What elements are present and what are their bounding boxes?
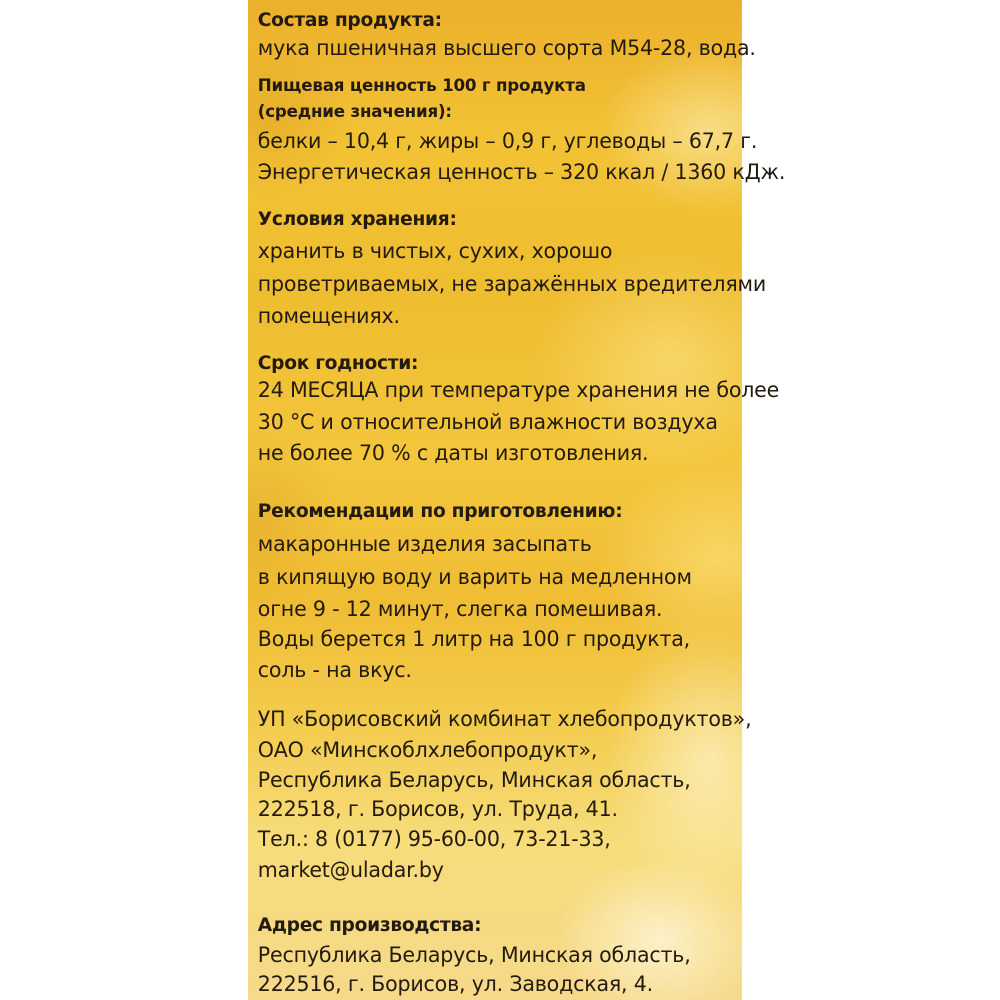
manufacturer-email: market@uladar.by	[257, 858, 444, 882]
cooking-heading: Рекомендации по приготовлению:	[257, 500, 623, 522]
manufacturer-line: 222518, г. Борисов, ул. Труда, 41.	[257, 797, 618, 821]
shelf-life-line: не более 70 % с даты изготовления.	[257, 441, 649, 465]
shelf-life-line: 24 МЕСЯЦА при температуре хранения не более	[257, 378, 780, 402]
manufacturer-phone: Тел.: 8 (0177) 95-60-00, 73-21-33,	[257, 827, 611, 851]
storage-heading: Условия хранения:	[257, 208, 457, 230]
shelf-life-heading: Срок годности:	[257, 352, 419, 374]
manufacturer-line: УП «Борисовский комбинат хлебопродуктов»,	[257, 707, 752, 731]
storage-line: помещениях.	[257, 304, 400, 328]
production-address-heading: Адрес производства:	[257, 914, 482, 936]
nutrition-subheading: (средние значения):	[257, 102, 452, 122]
cooking-line: соль - на вкус.	[257, 658, 412, 682]
cooking-line: в кипящую воду и варить на медленном	[257, 565, 692, 589]
cooking-line: макаронные изделия засыпать	[257, 532, 592, 556]
composition-text: мука пшеничная высшего сорта М54-28, вода.	[257, 36, 756, 60]
cooking-line: огне 9 - 12 минут, слегка помешивая.	[257, 597, 663, 621]
production-address-line: Республика Беларусь, Минская область,	[257, 943, 691, 967]
nutrition-energy: Энергетическая ценность – 320 ккал / 1360 кДж.	[257, 160, 786, 184]
manufacturer-line: ОАО «Минскоблхлебопродукт»,	[257, 738, 598, 762]
composition-heading: Состав продукта:	[257, 9, 442, 31]
storage-line: проветриваемых, не заражённых вредителями	[257, 272, 767, 296]
nutrition-macros: белки – 10,4 г, жиры – 0,9 г, углеводы – 67,7 г.	[257, 129, 758, 153]
cooking-line: Воды берется 1 литр на 100 г продукта,	[257, 627, 691, 651]
nutrition-heading: Пищевая ценность 100 г продукта	[257, 76, 586, 96]
storage-line: хранить в чистых, сухих, хорошо	[257, 239, 613, 263]
package-label	[248, 0, 786, 1000]
shelf-life-line: 30 °С и относительной влажности воздуха	[257, 410, 718, 434]
manufacturer-line: Республика Беларусь, Минская область,	[257, 768, 691, 792]
production-address-line: 222516, г. Борисов, ул. Заводская, 4.	[257, 972, 653, 996]
